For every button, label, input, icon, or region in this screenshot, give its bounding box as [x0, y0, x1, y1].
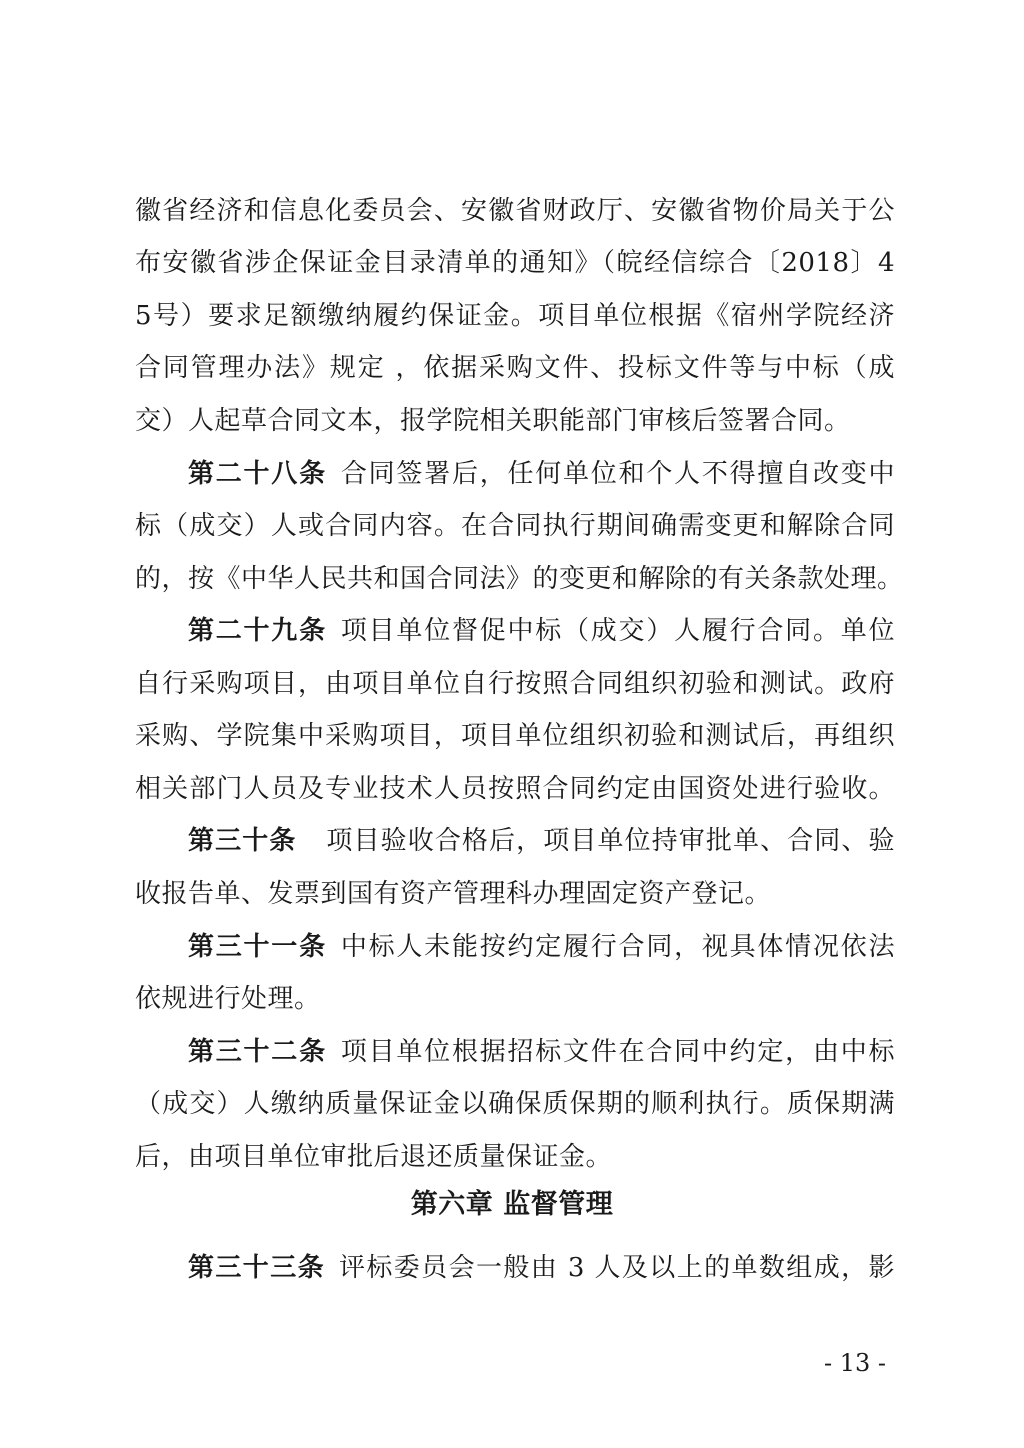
article-31-text: 中标人未能按约定履行合同，视具体情况依法 — [340, 932, 895, 962]
article-29-first-line — [188, 611, 895, 651]
article-33-title: 第三十三条 — [188, 1253, 325, 1283]
article-30-title: 第三十条 — [188, 826, 297, 856]
text-line: 的，按《中华人民共和国合同法》的变更和解除的有关条款处理。 — [135, 564, 904, 594]
article-33-first-line — [188, 1248, 895, 1288]
text-line: 收报告单、发票到国有资产管理科办理固定资产登记。 — [135, 879, 772, 909]
text-line: 依规进行处理。 — [135, 984, 321, 1014]
article-28-text: 合同签署后，任何单位和个人不得擅自改变中 — [340, 459, 895, 489]
article-33-text: 评标委员会一般由 3 人及以上的单数组成，影 — [338, 1253, 895, 1283]
article-32-text: 项目单位根据招标文件在合同中约定，由中标 — [340, 1037, 895, 1067]
text-line: 合同管理办法》规定 ，依据采购文件、投标文件等与中标（成 — [135, 353, 895, 383]
article-30-text: 项目验收合格后，项目单位持审批单、合同、验 — [326, 826, 895, 856]
article-32-first-line — [188, 1032, 895, 1072]
text-line: 自行采购项目，由项目单位自行按照合同组织初验和测试。政府 — [135, 669, 895, 699]
text-line: 标（成交）人或合同内容。在合同执行期间确需变更和解除合同 — [135, 511, 895, 541]
text-line: 交）人起草合同文本，报学院相关职能部门审核后签署合同。 — [135, 406, 851, 436]
article-31-first-line — [188, 927, 895, 967]
text-line: （成交）人缴纳质量保证金以确保质保期的顺利执行。质保期满 — [135, 1089, 895, 1119]
page-number: - 13 - — [823, 1349, 886, 1377]
text-line: 后，由项目单位审批后退还质量保证金。 — [135, 1142, 613, 1172]
article-28-title: 第二十八条 — [188, 459, 327, 489]
text-line: 5号）要求足额缴纳履约保证金。项目单位根据《宿州学院经济 — [135, 301, 895, 331]
article-30-first-line — [188, 821, 895, 861]
text-line: 采购、学院集中采购项目，项目单位组织初验和测试后，再组织 — [135, 721, 895, 751]
article-28-first-line — [188, 454, 895, 494]
text-line: 布安徽省涉企保证金目录清单的通知》（皖经信综合〔2018〕4 — [135, 248, 895, 278]
article-29-text: 项目单位督促中标（成交）人履行合同。单位 — [340, 616, 895, 646]
article-32-title: 第三十二条 — [188, 1037, 327, 1067]
text-line: 相关部门人员及专业技术人员按照合同约定由国资处进行验收。 — [135, 774, 895, 804]
chapter-heading: 第六章 监督管理 — [410, 1189, 614, 1220]
article-29-title: 第二十九条 — [188, 616, 327, 646]
text-line: 徽省经济和信息化委员会、安徽省财政厅、安徽省物价局关于公 — [135, 196, 895, 226]
article-31-title: 第三十一条 — [188, 932, 327, 962]
